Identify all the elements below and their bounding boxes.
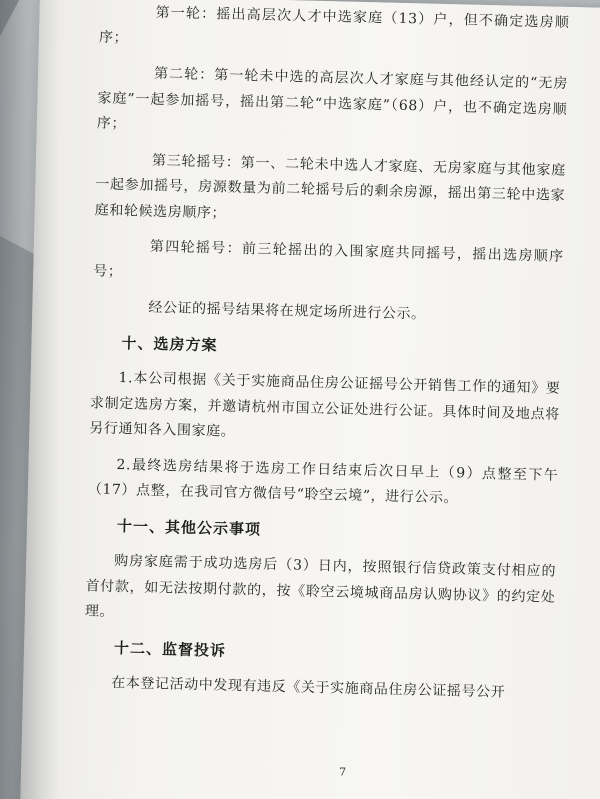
section-12-paragraph-1: 在本登记活动中发现有违反《关于实施商品住房公证摇号公开 [110,674,506,701]
round-1-paragraph: 第一轮：摇出高层次人才中选家庭（13）户，但不确定选房顺序； [98,4,570,46]
document-body [83,0,570,717]
round-2-paragraph: 第二轮：第一轮未中选的高层次人才家庭与其他经认定的“无房家庭”一起参加摇号，摇出第二轮“中选家庭”（68）户，也不确定选房顺序； [96,65,569,133]
section-10-paragraph-1: 1.本公司根据《关于实施商品住房公证摇号公开销售工作的通知》要求制定选房方案，并邀请杭州市国立公证处进行公证。具体时间及地点将另行通知各入围家庭。 [89,370,561,440]
section-11-paragraph-1: 购房家庭需于成功选房后（3）日内，按照银行信贷政策支付相应的首付款，如无法按期付款的，按《聆空云境城商品房认购协议》的约定处理。 [84,552,557,620]
round-4-paragraph: 第四轮摇号：前三轮摇出的入围家庭共同摇号，摇出选房顺序号； [93,238,564,280]
page-number: 7 [338,765,347,779]
notary-note: 经公证的摇号结果将在规定场所进行公示。 [148,299,426,323]
section-11-heading: 十一、其他公示事项 [116,516,262,539]
section-10-heading: 十、选房方案 [121,333,218,354]
round-3-paragraph: 第三轮摇号：第一、二轮未中选人才家庭、无房家庭与其他家庭一起参加摇号，房源数量为前二轮摇号后的剩余房源，摇出第三轮中选家庭和轮候选房顺序； [94,152,567,222]
section-12-heading: 十二、监督投诉 [113,638,227,660]
section-10-paragraph-2: 2.最终选房结果将于选房工作日结束后次日早上（9）点整至下午（17）点整，在我司官方微信号“聆空云境”，进行公示。 [87,456,559,507]
document-page [20,0,600,799]
